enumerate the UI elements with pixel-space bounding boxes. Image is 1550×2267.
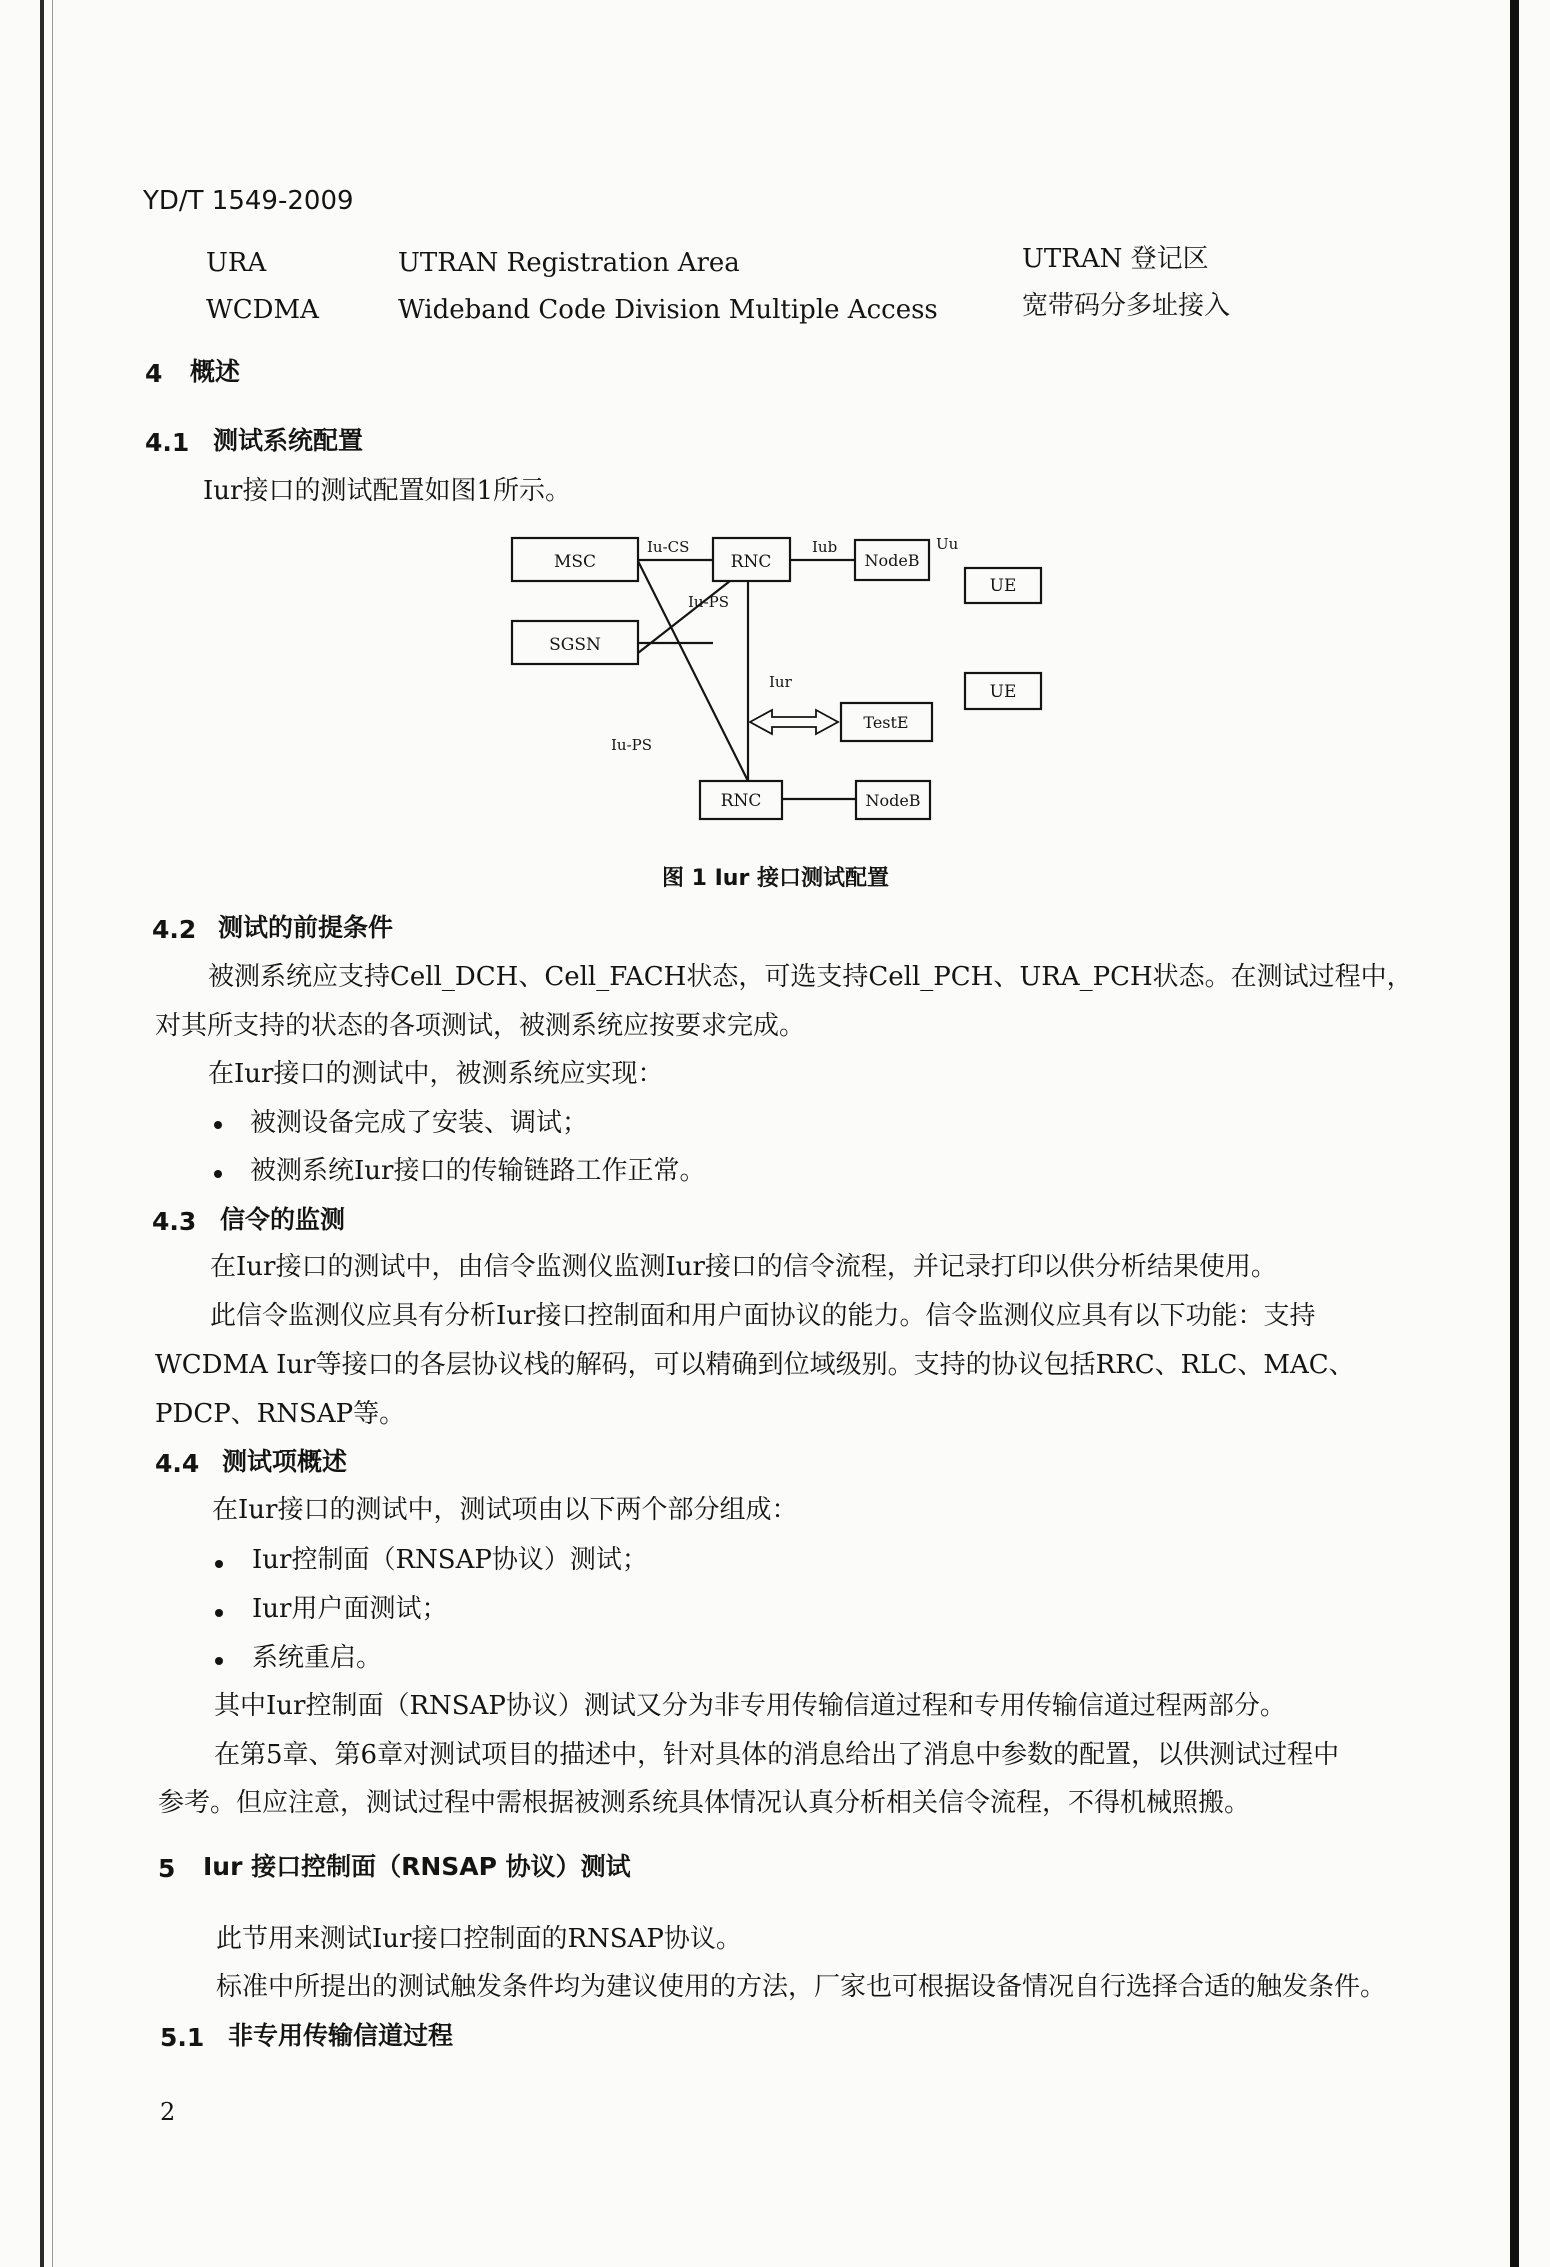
paragraph: 此节用来测试Iur接口控制面的RNSAP协议。 bbox=[216, 1924, 742, 1954]
node-sgsn: SGSN bbox=[549, 635, 601, 655]
paragraph: Iur接口的测试配置如图1所示。 bbox=[203, 476, 571, 506]
doc-number: YD/T 1549-2009 bbox=[143, 186, 354, 216]
paragraph: 标准中所提出的测试触发条件均为建议使用的方法，厂家也可根据设备情况自行选择合适的触发条件。 bbox=[216, 1972, 1387, 2002]
section-title: 信令的监测 bbox=[220, 1205, 346, 1234]
abbr-term: URA bbox=[206, 248, 267, 278]
abbr-chinese: UTRAN 登记区 bbox=[1022, 244, 1209, 274]
abbr-chinese: 宽带码分多址接入 bbox=[1022, 291, 1231, 321]
link-label-iu-ps: Iu-PS bbox=[688, 593, 730, 611]
list-item: 被测系统Iur接口的传输链路工作正常。 bbox=[250, 1156, 706, 1186]
node-rnc: RNC bbox=[730, 552, 772, 572]
section-number: 4.2 bbox=[152, 915, 197, 944]
paragraph: 其中Iur控制面（RNSAP协议）测试又分为非专用传输信道过程和专用传输信道过程两部分。 bbox=[214, 1691, 1286, 1721]
section-number: 4 bbox=[145, 359, 163, 388]
figure-caption: 图 1 Iur 接口测试配置 bbox=[662, 866, 889, 891]
paragraph: 在Iur接口的测试中，被测系统应实现： bbox=[208, 1059, 664, 1089]
section-number: 4.4 bbox=[155, 1449, 200, 1478]
bullet-dot bbox=[214, 1170, 222, 1178]
list-item: Iur用户面测试； bbox=[252, 1594, 448, 1624]
list-item: 被测设备完成了安装、调试； bbox=[250, 1108, 589, 1138]
bullet-dot bbox=[215, 1560, 223, 1568]
abbr-term: WCDMA bbox=[206, 295, 319, 325]
section-number: 4.1 bbox=[145, 428, 190, 457]
paragraph: 在第5章、第6章对测试项目的描述中，针对具体的消息给出了消息中参数的配置，以供测试过程中 bbox=[214, 1740, 1340, 1770]
scan-edge-line bbox=[52, 0, 53, 2267]
paragraph: 此信令监测仪应具有分析Iur接口控制面和用户面协议的能力。信令监测仪应具有以下功能：支持 bbox=[210, 1301, 1316, 1331]
scan-edge-right bbox=[1510, 0, 1519, 2267]
iur-test-config-diagram bbox=[500, 525, 1017, 835]
link-label-iub: Iub bbox=[812, 538, 838, 556]
link-label-iu-ps: Iu-PS bbox=[611, 736, 653, 754]
section-title: 测试的前提条件 bbox=[218, 913, 394, 942]
node-teste: TestE bbox=[863, 713, 909, 732]
bullet-dot bbox=[215, 1609, 223, 1617]
paragraph: PDCP、RNSAP等。 bbox=[155, 1399, 406, 1429]
abbr-english: UTRAN Registration Area bbox=[398, 248, 740, 278]
paragraph: 被测系统应支持Cell_DCH、Cell_FACH状态，可选支持Cell_PCH、URA_PCH状态。在测试过程中， bbox=[208, 962, 1413, 992]
section-title: 非专用传输信道过程 bbox=[228, 2021, 454, 2050]
section-number: 4.3 bbox=[152, 1207, 197, 1236]
node-rnc: RNC bbox=[720, 791, 762, 811]
node-nodeb: NodeB bbox=[864, 551, 920, 570]
abbr-english: Wideband Code Division Multiple Access bbox=[398, 295, 938, 325]
paragraph: 在Iur接口的测试中，由信令监测仪监测Iur接口的信令流程，并记录打印以供分析结果使用。 bbox=[210, 1252, 1277, 1282]
bullet-dot bbox=[214, 1121, 222, 1129]
list-item: 系统重启。 bbox=[252, 1643, 383, 1673]
section-title: Iur 接口控制面（RNSAP 协议）测试 bbox=[203, 1852, 631, 1881]
paragraph: 对其所支持的状态的各项测试，被测系统应按要求完成。 bbox=[155, 1011, 806, 1041]
node-msc: MSC bbox=[553, 552, 597, 572]
paragraph: 参考。但应注意，测试过程中需根据被测系统具体情况认真分析相关信令流程，不得机械照搬。 bbox=[158, 1788, 1251, 1818]
bullet-dot bbox=[215, 1657, 223, 1665]
link-label-iu-cs: Iu-CS bbox=[647, 538, 690, 556]
scan-edge-left bbox=[40, 0, 44, 2267]
paragraph: WCDMA Iur等接口的各层协议栈的解码，可以精确到位域级别。支持的协议包括RRC、RLC、MAC、 bbox=[155, 1350, 1355, 1380]
paragraph: 在Iur接口的测试中，测试项由以下两个部分组成： bbox=[212, 1495, 798, 1525]
node-nodeb: NodeB bbox=[865, 791, 921, 810]
section-title: 测试系统配置 bbox=[213, 426, 364, 455]
section-title: 概述 bbox=[190, 357, 241, 386]
link-label-iur: Iur bbox=[769, 673, 792, 691]
node-ue: UE bbox=[989, 682, 1017, 702]
node-ue: UE bbox=[989, 576, 1017, 596]
section-title: 测试项概述 bbox=[222, 1447, 348, 1476]
list-item: Iur控制面（RNSAP协议）测试； bbox=[252, 1545, 648, 1575]
page-number: 2 bbox=[160, 2098, 176, 2126]
section-number: 5 bbox=[158, 1854, 176, 1883]
section-number: 5.1 bbox=[160, 2023, 205, 2052]
link-label-uu: Uu bbox=[936, 535, 959, 553]
